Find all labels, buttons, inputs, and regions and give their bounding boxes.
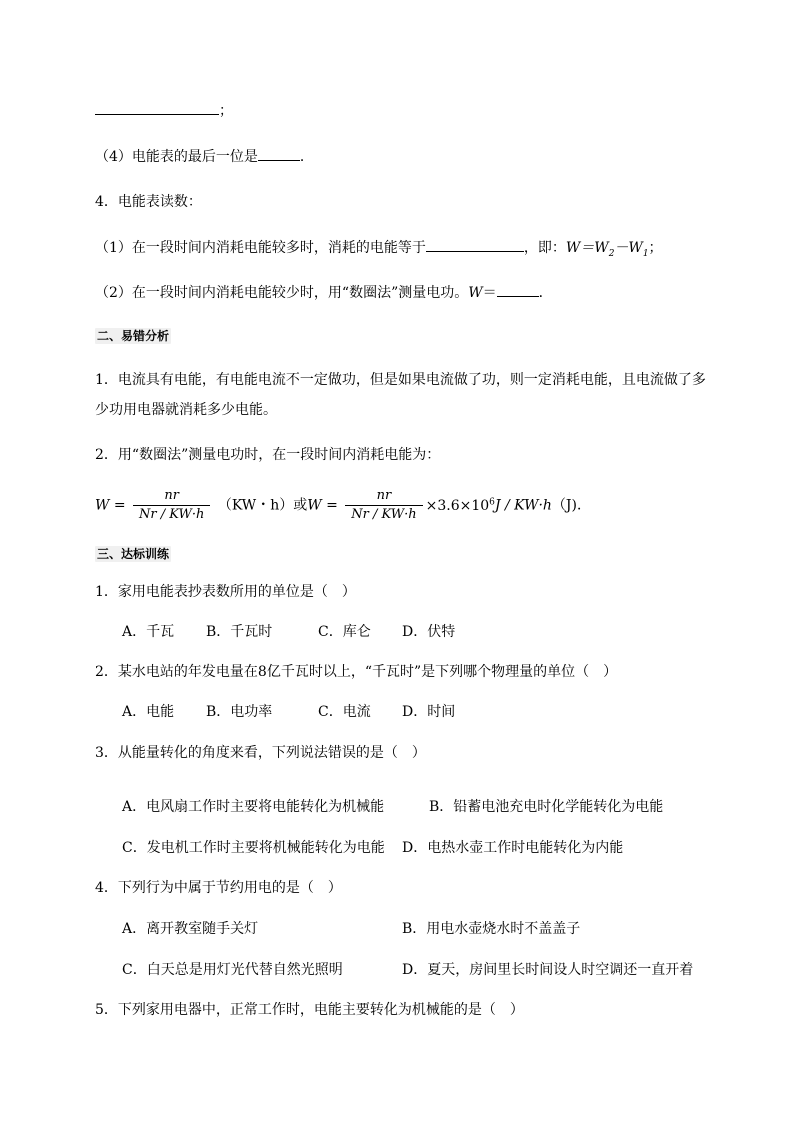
reading-1-formula: $W=W_2-W_1$ [565, 240, 649, 259]
section-4-title: 4．电能表读数： [95, 194, 202, 210]
q3-option-b[interactable]: B．铅蓄电池充电时化学能转化为电能 [429, 799, 664, 815]
fill-blank[interactable] [258, 146, 300, 161]
error-1-line-1: 1．电流具有电能，有电能电流不一定做功，但是如果电流做了功，则一定消耗电能，且电流做了多 [95, 372, 706, 388]
equals: ＝ [482, 285, 497, 301]
formula-unit-1: （KW・h）或 [217, 497, 308, 514]
question-3-stem: 3．从能量转化的角度来看，下列说法错误的是（ ） [95, 745, 426, 761]
item-4-text: （4）电能表的最后一位是 [95, 149, 258, 165]
reading-1 [95, 237, 663, 264]
fraction-2: $\frac{nr}{Nr / KW\cdot h}$ [345, 487, 422, 524]
q1-option-a[interactable]: A．千瓦 [122, 624, 175, 640]
q1-option-c[interactable]: C．库仑 [318, 624, 371, 640]
punctuation: ； [219, 103, 233, 119]
formula-multiplier: $\times 3.6\times 10^6$ [425, 497, 495, 514]
question-1-stem: 1．家用电能表抄表数所用的单位是（ ） [95, 584, 356, 600]
formula-unit-2: （J)． [551, 497, 592, 514]
q3-option-c[interactable]: C．发电机工作时主要将机械能转化为电能 [122, 840, 385, 856]
q2-option-a[interactable]: A．电能 [122, 704, 175, 720]
q4-option-d[interactable]: D．夏天，房间里长时间设人时空调还一直开着 [402, 962, 694, 978]
formula-eq: = [113, 497, 126, 514]
punctuation: ； [648, 240, 663, 256]
answer-blank-line [95, 100, 233, 121]
item-4 [95, 146, 314, 167]
error-1-line-2: 少功用电器就消耗多少电能。 [95, 402, 277, 418]
q1-option-d[interactable]: D．伏特 [402, 624, 456, 640]
reading-2 [95, 282, 553, 303]
q1-option-b[interactable]: B．千瓦时 [206, 624, 273, 640]
q2-option-c[interactable]: C．电流 [318, 704, 371, 720]
reading-1-mid: ，即： [523, 240, 566, 256]
q4-option-c[interactable]: C．白天总是用灯光代替自然光照明 [122, 962, 343, 978]
question-4-stem: 4．下列行为中属于节约用电的是（ ） [95, 880, 342, 896]
q3-option-a[interactable]: A．电风扇工作时主要将电能转化为机械能 [122, 799, 385, 815]
q4-option-a[interactable]: A．离开教室随手关灯 [122, 921, 259, 937]
section-2-title: 二、易错分析 [97, 329, 170, 343]
fraction: $\frac{nr}{Nr / KW\cdot h}$ [133, 487, 210, 524]
punctuation: ． [299, 149, 314, 165]
formula-tail: J / KW·h [494, 497, 552, 514]
formula-line [95, 482, 591, 522]
punctuation: ． [538, 285, 553, 301]
error-2: 2．用“数圈法”测量电功时，在一段时间内消耗电能为： [95, 447, 441, 463]
w-symbol: W [468, 285, 483, 301]
reading-1-text: （1）在一段时间内消耗电能较多时，消耗的电能等于 [95, 240, 426, 256]
q2-option-d[interactable]: D．时间 [402, 704, 456, 720]
q2-option-b[interactable]: B．电功率 [206, 704, 273, 720]
q3-option-d[interactable]: D．电热水壶工作时电能转化为内能 [402, 840, 624, 856]
question-2-stem: 2．某水电站的年发电量在8亿千瓦时以上，“千瓦时”是下列哪个物理量的单位（ ） [95, 664, 618, 680]
formula-w-2: W [307, 497, 322, 514]
question-5-stem: 5．下列家用电器中，正常工作时，电能主要转化为机械能的是（ ） [95, 1002, 524, 1018]
q4-option-b[interactable]: B．用电水壶烧水时不盖盖子 [402, 921, 581, 937]
fill-blank[interactable] [95, 100, 219, 115]
fill-blank[interactable] [497, 282, 539, 297]
formula-eq-2: = [326, 497, 338, 514]
reading-2-text: （2）在一段时间内消耗电能较少时，用“数圈法”测量电功。 [95, 285, 469, 301]
formula-w: W [95, 497, 110, 514]
section-3-title: 三、达标训练 [97, 547, 170, 561]
fill-blank[interactable] [426, 237, 524, 252]
